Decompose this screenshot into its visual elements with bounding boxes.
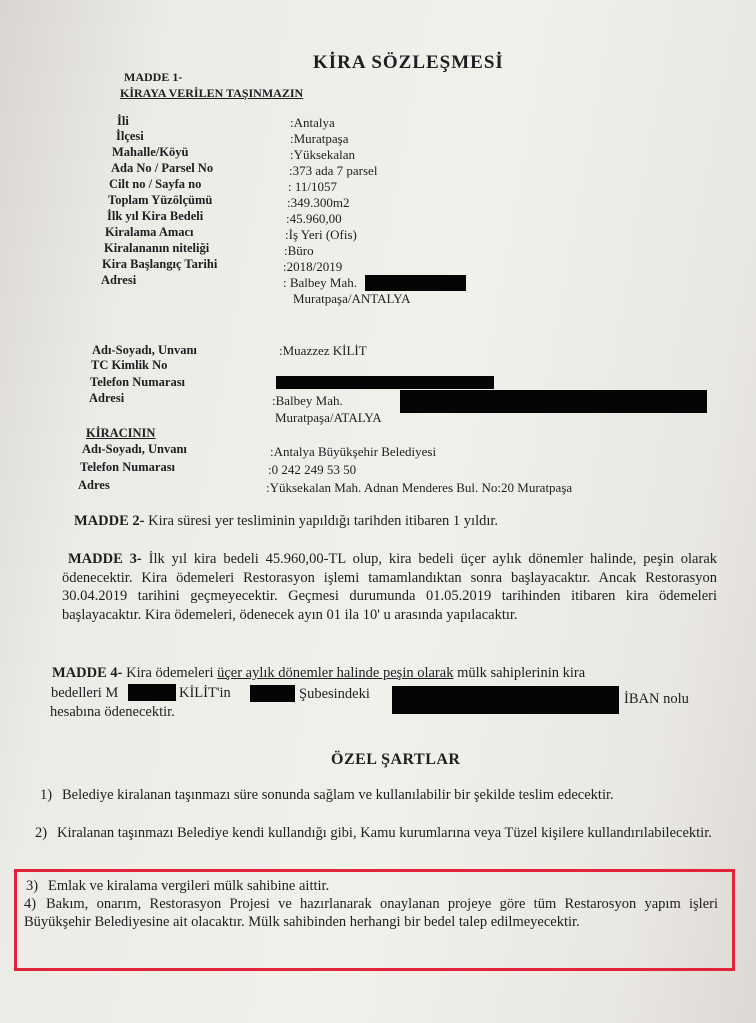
madde1-subheading: KİRAYA VERİLEN TAŞINMAZIN: [120, 86, 304, 100]
madde4-underlined-text: üçer aylık dönemler halinde peşin olarak: [217, 665, 454, 681]
field-label: Adresi: [101, 273, 137, 287]
field-label: Mahalle/Köyü: [112, 145, 189, 159]
field-value: :Antalya: [290, 115, 335, 130]
item-number: 2): [35, 825, 48, 841]
madde4-text: mülk sahiplerinin kira: [453, 665, 586, 681]
madde3-text: İlk yıl kira bedeli 45.960,00-TL olup, kira bedeli üçer aylık dönemler halinde, peşin olarak ödenecektir. Kira ödemeleri Restorasyon işlemi tamamlandıktan sonra başlayacaktır. Ancak Restorasyon 30.04.2019 tarihini geçmeyecektir. Geçmesi durumunda 01.05.2019 tarihinden itibaren kira ödemeleri başlayacaktır. Kira ödemeleri, ödenecek ayın 01 ila 10' u arasında yapılacaktır.: [62, 551, 718, 623]
field-label: Kiralananın niteliği: [104, 241, 210, 255]
redaction-bar: [400, 390, 707, 413]
madde2-text: Kira süresi yer tesliminin yapıldığı tarihden itibaren 1 yıldır.: [144, 513, 499, 529]
madde2-paragraph: [74, 512, 714, 531]
field-value: :İş Yeri (Ofis): [285, 227, 357, 242]
field-label: Cilt no / Sayfa no: [109, 177, 202, 191]
field-value: : 11/1057: [288, 179, 337, 194]
item-number: 3): [26, 878, 39, 894]
item-text: Emlak ve kiralama vergileri mülk sahibine aittir.: [48, 878, 330, 894]
field-label: TC Kimlik No: [91, 358, 168, 372]
redaction-bar: [276, 376, 494, 389]
field-label: Kiralama Amacı: [105, 225, 194, 239]
special-term-item: [35, 824, 716, 842]
field-label: Ada No / Parsel No: [111, 161, 214, 175]
field-label: Kira Başlangıç Tarihi: [102, 257, 218, 271]
field-value: :Antalya Büyükşehir Belediyesi: [270, 444, 437, 459]
field-label: Adres: [78, 478, 110, 492]
document-title: KİRA SÖZLEŞMESİ: [313, 52, 504, 73]
redaction-bar: [128, 684, 176, 701]
madde4-line2d: İBAN nolu: [624, 691, 689, 707]
item-text: Belediye kiralanan taşınmazı süre sonunda sağlam ve kullanılabilir bir şekilde teslim edecektir.: [62, 787, 614, 803]
field-value: :Yüksekalan: [290, 147, 355, 162]
redaction-bar: [365, 275, 466, 291]
madde3-paragraph: [62, 550, 717, 624]
field-label: İlçesi: [116, 129, 144, 143]
madde4-line2b: KİLİT'in: [179, 685, 231, 701]
item-number: 4): [24, 896, 37, 912]
item-text: Kiralanan taşınmazı Belediye kendi kullandığı gibi, Kamu kurumlarına veya Tüzel kişilere kullandırılabilecektir.: [57, 825, 712, 841]
field-value: :Muratpaşa: [290, 131, 349, 146]
redaction-bar: [392, 686, 619, 714]
field-value: :349.300m2: [287, 195, 350, 210]
field-value: :Balbey Mah.: [272, 393, 343, 408]
field-value: :Büro: [284, 243, 314, 258]
item-number: 1): [40, 787, 53, 803]
field-label: Telefon Numarası: [90, 375, 186, 389]
field-value: :373 ada 7 parsel: [289, 163, 378, 178]
madde4-heading: MADDE 4-: [52, 665, 123, 681]
field-value: Muratpaşa/ATALYA: [275, 410, 382, 425]
madde3-heading: MADDE 3-: [68, 551, 142, 567]
item-text: Bakım, onarım, Restorasyon Projesi ve hazırlanarak onaylanan projeye göre tüm Restarosyon yapım işleri Büyükşehir Belediyesine ait olacaktır. Mülk sahibinden herhangi bir bedel talep edilmeyecektir.: [24, 896, 718, 930]
madde4-line3: hesabına ödenecektir.: [50, 704, 175, 720]
field-value: Muratpaşa/ANTALYA: [293, 291, 411, 306]
field-label: Adı-Soyadı, Unvanı: [92, 343, 197, 357]
field-label: Adresi: [89, 391, 125, 405]
field-value: :45.960,00: [286, 211, 342, 226]
field-value: :Yüksekalan Mah. Adnan Menderes Bul. No:20 Muratpaşa: [266, 480, 573, 495]
field-label: Toplam Yüzölçümü: [108, 193, 213, 207]
redaction-bar: [250, 685, 295, 702]
field-label: İli: [117, 114, 129, 128]
special-terms-title: ÖZEL ŞARTLAR: [331, 751, 461, 768]
madde2-heading: MADDE 2-: [74, 513, 145, 529]
madde4-line2a: bedelleri M: [51, 685, 119, 701]
madde4-text: Kira ödemeleri: [122, 665, 218, 681]
field-value: : Balbey Mah.: [283, 275, 358, 290]
field-value: :0 242 249 53 50: [268, 462, 357, 477]
highlight-annotation-box: [14, 869, 735, 971]
tenant-heading: KİRACININ: [86, 426, 156, 440]
madde4-line2c: Şubesindeki: [299, 686, 370, 702]
field-label: İlk yıl Kira Bedeli: [107, 209, 204, 223]
madde1-heading: MADDE 1-: [124, 70, 183, 84]
field-label: Telefon Numarası: [80, 460, 176, 474]
field-label: Adı-Soyadı, Unvanı: [82, 442, 187, 456]
field-value: :2018/2019: [283, 259, 343, 274]
field-value: :Muazzez KİLİT: [279, 343, 367, 358]
special-term-item: [40, 786, 716, 804]
madde4-line1: [52, 664, 585, 683]
